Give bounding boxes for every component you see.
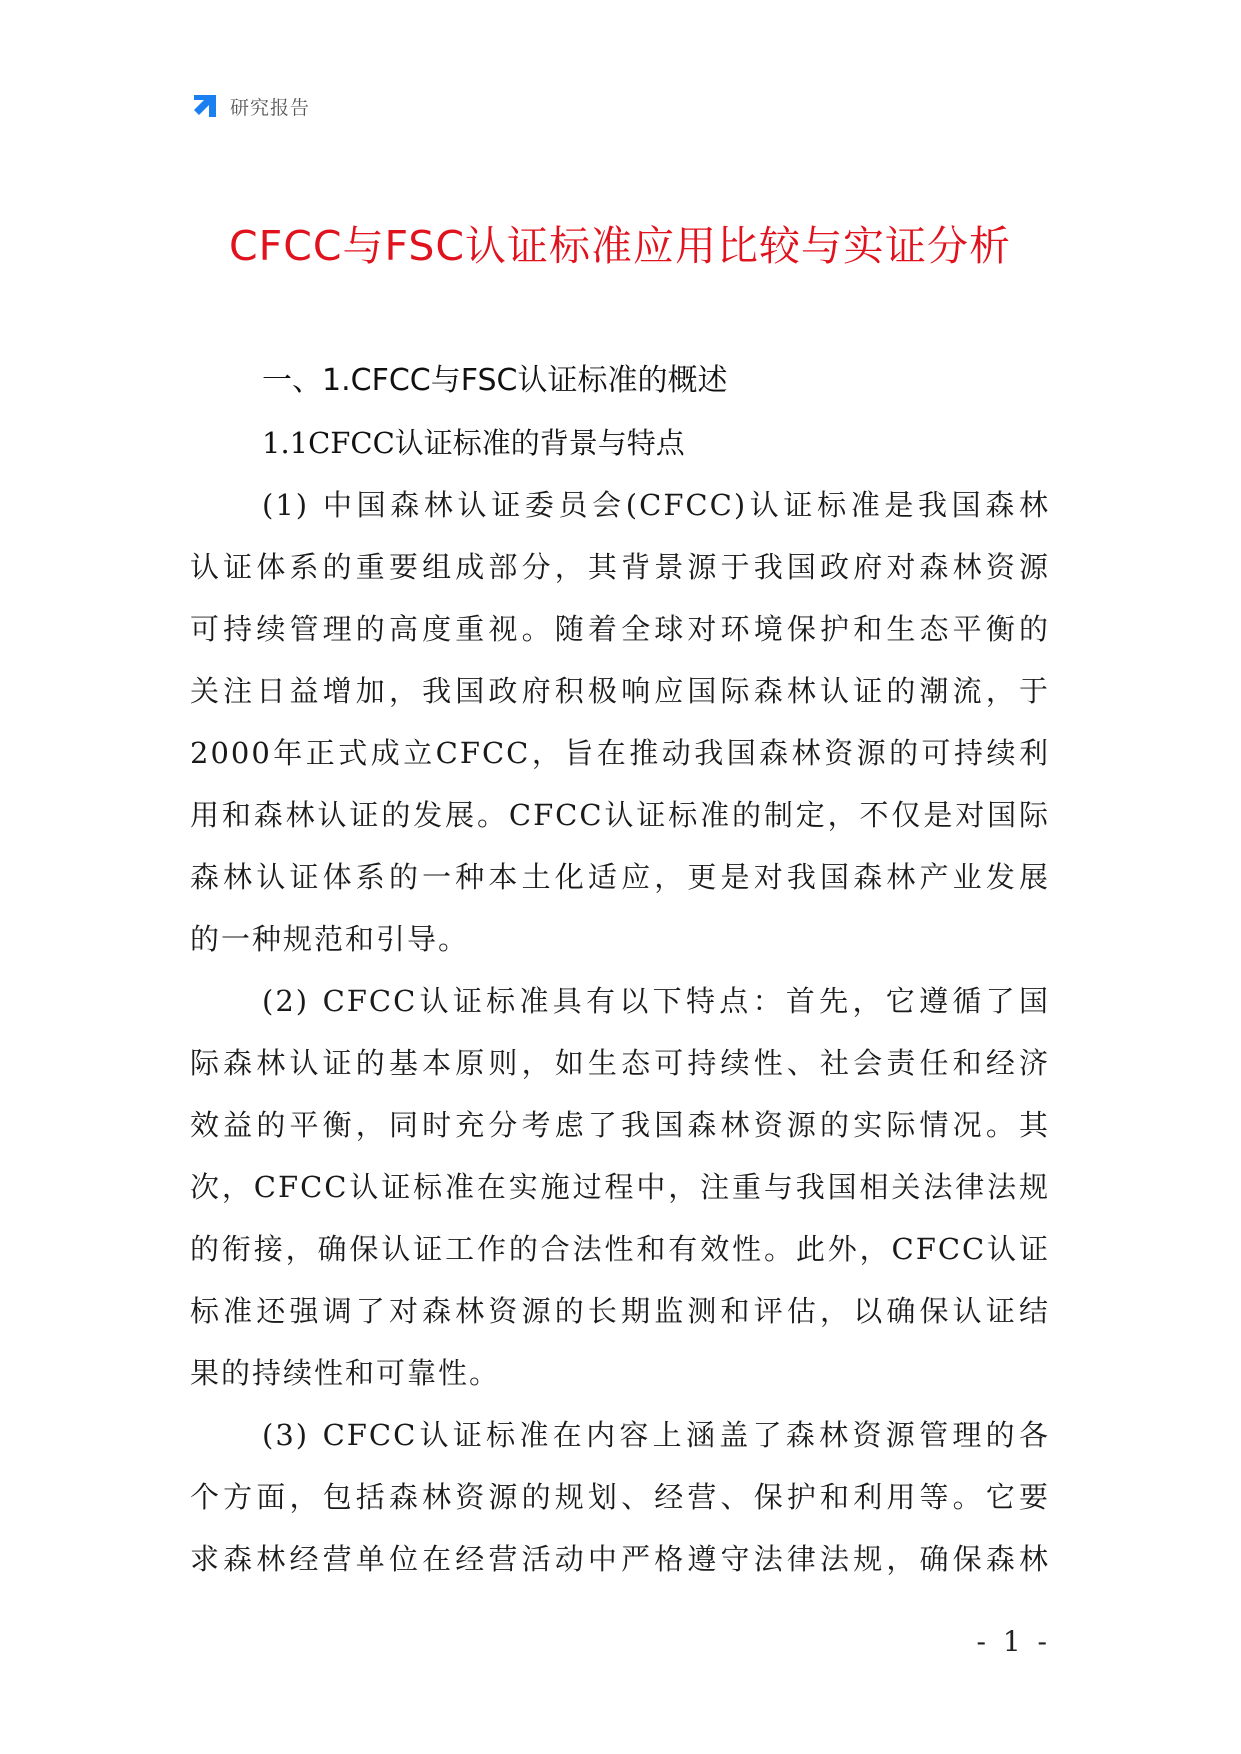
paragraph-line: 个方面，包括森林资源的规划、经营、保护和利用等。它要 bbox=[190, 1480, 1050, 1514]
page-number: - 1 - bbox=[976, 1625, 1051, 1658]
paragraph-line: 效益的平衡，同时充分考虑了我国森林资源的实际情况。其 bbox=[190, 1108, 1050, 1142]
paragraph-line: (1) 中国森林认证委员会(CFCC)认证标准是我国森林 bbox=[262, 488, 1050, 522]
paragraph-line: (3) CFCC认证标准在内容上涵盖了森林资源管理的各 bbox=[262, 1418, 1050, 1452]
header-label: 研究报告 bbox=[230, 96, 311, 119]
paragraph-line: 森林认证体系的一种本土化适应，更是对我国森林产业发展 bbox=[190, 860, 1050, 894]
paragraph-line: 次，CFCC认证标准在实施过程中，注重与我国相关法律法规 bbox=[190, 1170, 1050, 1204]
paragraph-3 bbox=[190, 1404, 1050, 1590]
paragraph-line: 可持续管理的高度重视。随着全球对环境保护和生态平衡的 bbox=[190, 612, 1050, 646]
paragraph-line: 2000年正式成立CFCC，旨在推动我国森林资源的可持续利 bbox=[190, 736, 1050, 770]
paragraph-line: 求森林经营单位在经营活动中严格遵守法律法规，确保森林 bbox=[190, 1542, 1050, 1576]
paragraph-line: 果的持续性和可靠性。 bbox=[190, 1356, 501, 1390]
paragraph-line: (2) CFCC认证标准具有以下特点：首先，它遵循了国 bbox=[262, 984, 1050, 1018]
paragraph-line: 际森林认证的基本原则，如生态可持续性、社会责任和经济 bbox=[190, 1046, 1050, 1080]
paragraph-line: 认证体系的重要组成部分，其背景源于我国政府对森林资源 bbox=[190, 550, 1050, 584]
paragraph-line: 的一种规范和引导。 bbox=[190, 922, 470, 956]
paragraph-line: 关注日益增加，我国政府积极响应国际森林认证的潮流，于 bbox=[190, 674, 1050, 708]
document-body bbox=[190, 350, 1050, 1590]
section-heading: 一、1.CFCC与FSC认证标准的概述 bbox=[262, 363, 728, 398]
paragraph-line: 的衔接，确保认证工作的合法性和有效性。此外，CFCC认证 bbox=[190, 1232, 1050, 1266]
report-header bbox=[190, 88, 310, 124]
paragraph-2 bbox=[190, 970, 1050, 1404]
paragraph-line: 标准还强调了对森林资源的长期监测和评估，以确保认证结 bbox=[190, 1294, 1050, 1328]
document-title: CFCC与FSC认证标准应用比较与实证分析 bbox=[229, 222, 1011, 270]
paragraph-1 bbox=[190, 474, 1050, 970]
paragraph-line: 用和森林认证的发展。CFCC认证标准的制定，不仅是对国际 bbox=[190, 798, 1050, 832]
subsection-heading: 1.1CFCC认证标准的背景与特点 bbox=[262, 426, 685, 460]
arrow-up-right-icon bbox=[190, 91, 220, 121]
